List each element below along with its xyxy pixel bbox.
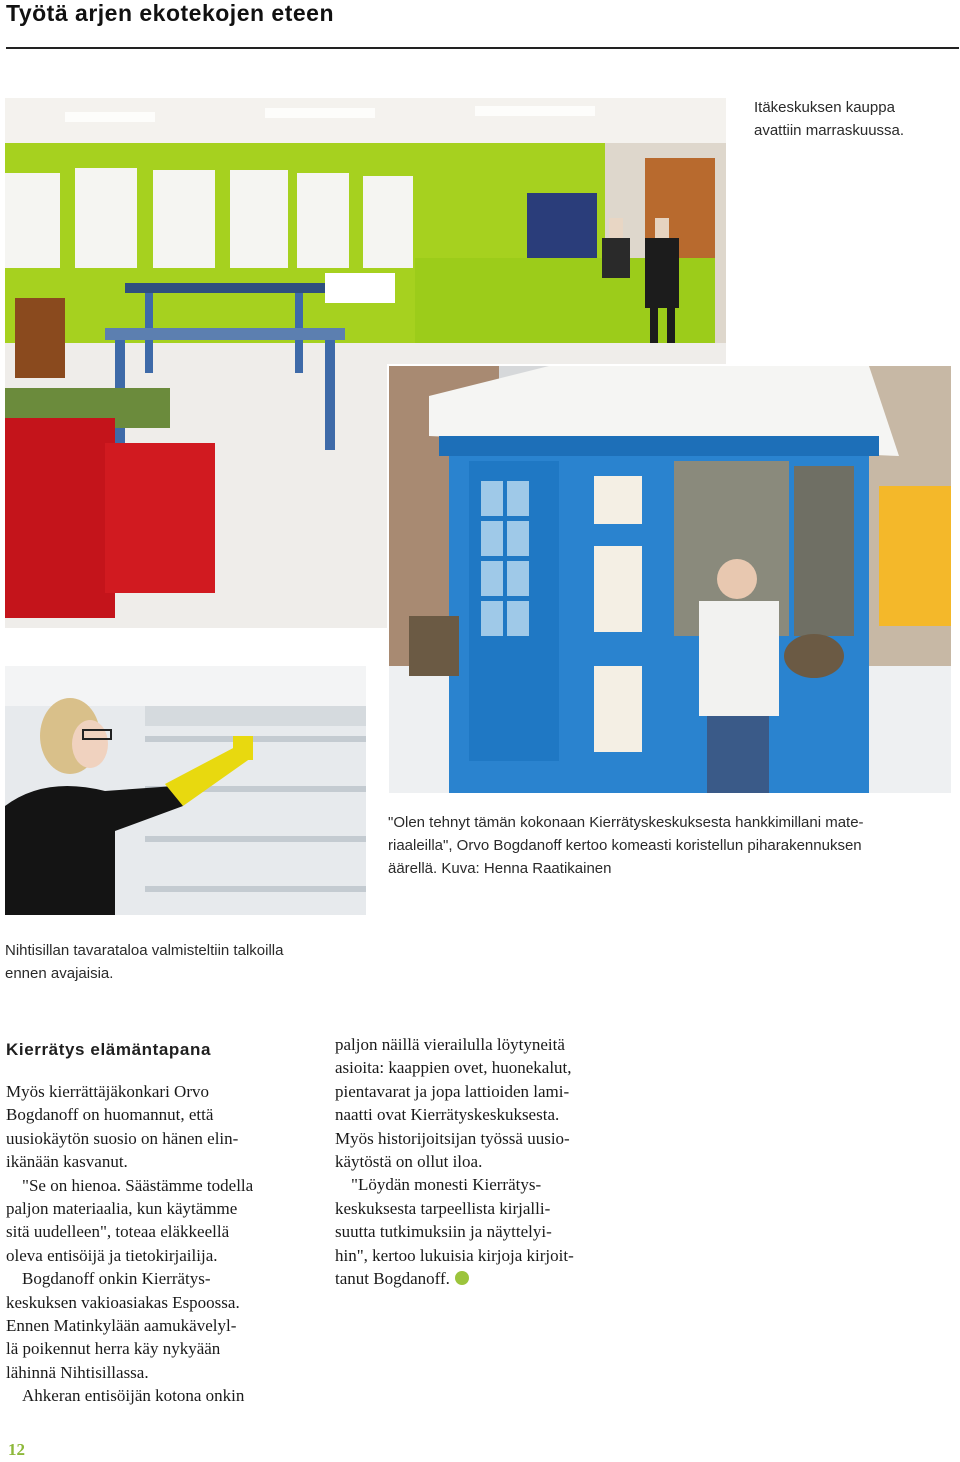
caption-line: Nihtisillan tavarataloa valmisteltiin talkoilla xyxy=(5,942,284,959)
text-line: lähinnä Nihtisillassa. xyxy=(6,1362,149,1382)
text-line: käytöstä on ollut iloa. xyxy=(335,1152,483,1172)
caption-line: ennen avajaisia. xyxy=(5,965,114,982)
article-column-1 xyxy=(6,1080,253,1408)
text-line: pientavarat ja jopa lattioiden lami- xyxy=(335,1081,570,1101)
article-column-2 xyxy=(335,1033,574,1290)
text-line: Myös kierrättäjäkonkari Orvo xyxy=(6,1082,209,1101)
gazebo-photo-caption xyxy=(388,811,864,880)
text-line: ikänään kasvanut. xyxy=(6,1152,128,1172)
text-line: lä poikennut herra käy nykyään xyxy=(6,1339,221,1359)
text-line: "Löydän monesti Kierrätys- xyxy=(351,1175,542,1195)
caption-line: Itäkeskuksen kauppa xyxy=(754,99,895,116)
article-heading: Kierrätys elämäntapana xyxy=(6,1040,212,1059)
text-line: asioita: kaappien ovet, huonekalut, xyxy=(335,1058,572,1078)
caption-line: äärellä. Kuva: Henna Raatikainen xyxy=(388,860,612,877)
text-line: hin", kertoo lukuisia kirjoja kirjoit- xyxy=(335,1245,574,1265)
text-line: suutta tutkimuksiin ja näyttelyi- xyxy=(335,1222,552,1242)
text-line: sitä uudelleen", toteaa eläkkeellä xyxy=(6,1222,230,1242)
text-line: paljon näillä vierailulla löytyneitä xyxy=(335,1035,565,1054)
text-line: keskuksesta tarpeellista kirjalli- xyxy=(335,1198,551,1218)
page-number: 12 xyxy=(8,1440,25,1459)
text-line: naatti ovat Kierrätyskeskuksesta. xyxy=(335,1105,560,1125)
text-line: oleva entisöijä ja tietokirjailija. xyxy=(6,1245,218,1265)
title-divider xyxy=(6,47,959,49)
end-mark-icon xyxy=(455,1271,469,1285)
text-line: Ennen Matinkylään aamukävelyl- xyxy=(6,1316,237,1336)
text-line: Myös historijoitsijan työssä uusio- xyxy=(335,1128,570,1148)
caption-line: riaaleilla", Orvo Bogdanoff kertoo komeasti koristellun piharakennuksen xyxy=(388,837,862,854)
caption-line: avattiin marraskuussa. xyxy=(754,122,905,139)
text-line: uusiokäytön suosio on hänen elin- xyxy=(6,1128,239,1148)
text-line-final: tanut Bogdanoff. xyxy=(335,1269,450,1289)
store-photo-caption xyxy=(754,96,904,142)
text-line-last xyxy=(335,1267,574,1290)
text-line: paljon materiaalia, kun käytämme xyxy=(6,1199,238,1219)
page-title: Työtä arjen ekotekojen eteen xyxy=(6,0,335,26)
gazebo-photo xyxy=(387,364,953,795)
text-line: Bogdanoff onkin Kierrätys- xyxy=(22,1269,211,1289)
text-line: "Se on hienoa. Säästämme todella xyxy=(22,1175,254,1195)
text-line: keskuksen vakioasiakas Espoossa. xyxy=(6,1292,240,1312)
text-line: Bogdanoff on huomannut, että xyxy=(6,1105,214,1125)
cleaning-photo xyxy=(5,666,366,915)
text-line: Ahkeran entisöijän kotona onkin xyxy=(22,1386,245,1406)
cleaning-photo-caption xyxy=(5,939,283,985)
caption-line: "Olen tehnyt tämän kokonaan Kierrätyskeskuksesta hankkimillani mate- xyxy=(388,814,864,831)
